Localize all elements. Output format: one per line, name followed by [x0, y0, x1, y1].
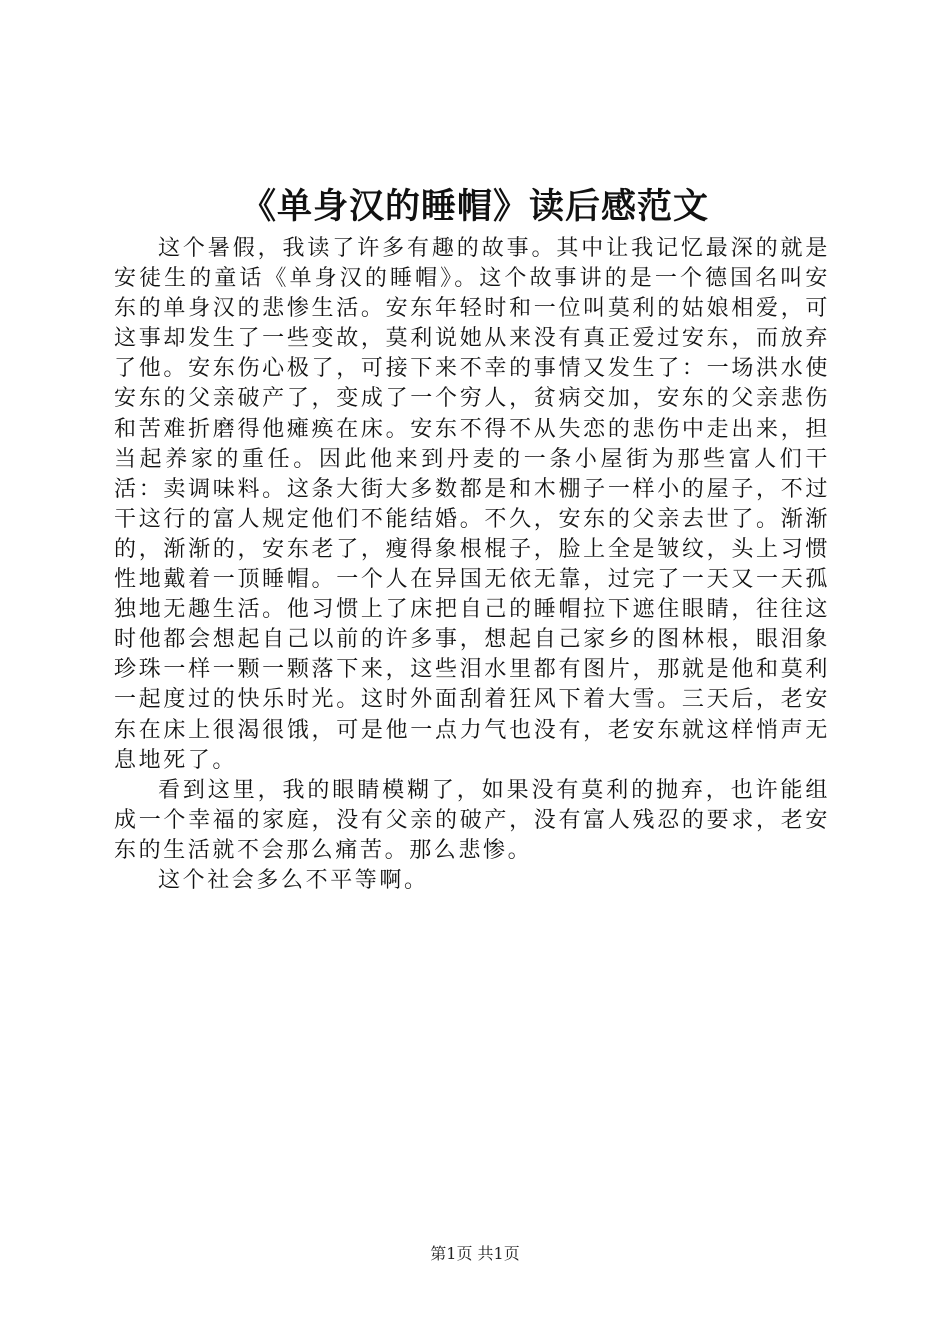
page-footer: 第1页 共1页	[430, 1244, 520, 1263]
paragraph-2: 看到这里，我的眼睛模糊了，如果没有莫利的抛弃，也许能组成一个幸福的家庭，没有父亲的破产，没有富人残忍的要求，老安东的生活就不会那么痛苦。那么悲惨。	[114, 777, 830, 863]
document-body	[114, 234, 830, 896]
document-title: 《单身汉的睡帽》读后感范文	[240, 186, 709, 227]
paragraph-3: 这个社会多么不平等啊。	[158, 867, 429, 893]
paragraph-1: 这个暑假，我读了许多有趣的故事。其中让我记忆最深的就是安徒生的童话《单身汉的睡帽》。这个故事讲的是一个德国名叫安东的单身汉的悲惨生活。安东年轻时和一位叫莫利的姑娘相爱，可这事却发生了一些变故，莫利说她从来没有真正爱过安东，而放弃了他。安东伤心极了，可接下来不幸的事情又发生了：一场洪水使安东的父亲破产了，变成了一个穷人，贫病交加，安东的父亲悲伤和苦难折磨得他瘫痪在床。安东不得不从失恋的悲伤中走出来，担当起养家的重任。因此他来到丹麦的一条小屋街为那些富人们干活：卖调味料。这条大街大多数都是和木棚子一样小的屋子，不过干这行的富人规定他们不能结婚。不久，安东的父亲去世了。渐渐的，渐渐的，安东老了，瘦得象根棍子，脸上全是皱纹，头上习惯性地戴着一顶睡帽。一个人在异国无依无靠，过完了一天又一天孤独地无趣生活。他习惯上了床把自己的睡帽拉下遮住眼睛，往往这时他都会想起自己以前的许多事，想起自己家乡的图林根，眼泪象珍珠一样一颗一颗落下来，这些泪水里都有图片，那就是他和莫利一起度过的快乐时光。这时外面刮着狂风下着大雪。三天后，老安东在床上很渴很饿，可是他一点力气也没有，老安东就这样悄声无息地死了。	[114, 236, 830, 773]
